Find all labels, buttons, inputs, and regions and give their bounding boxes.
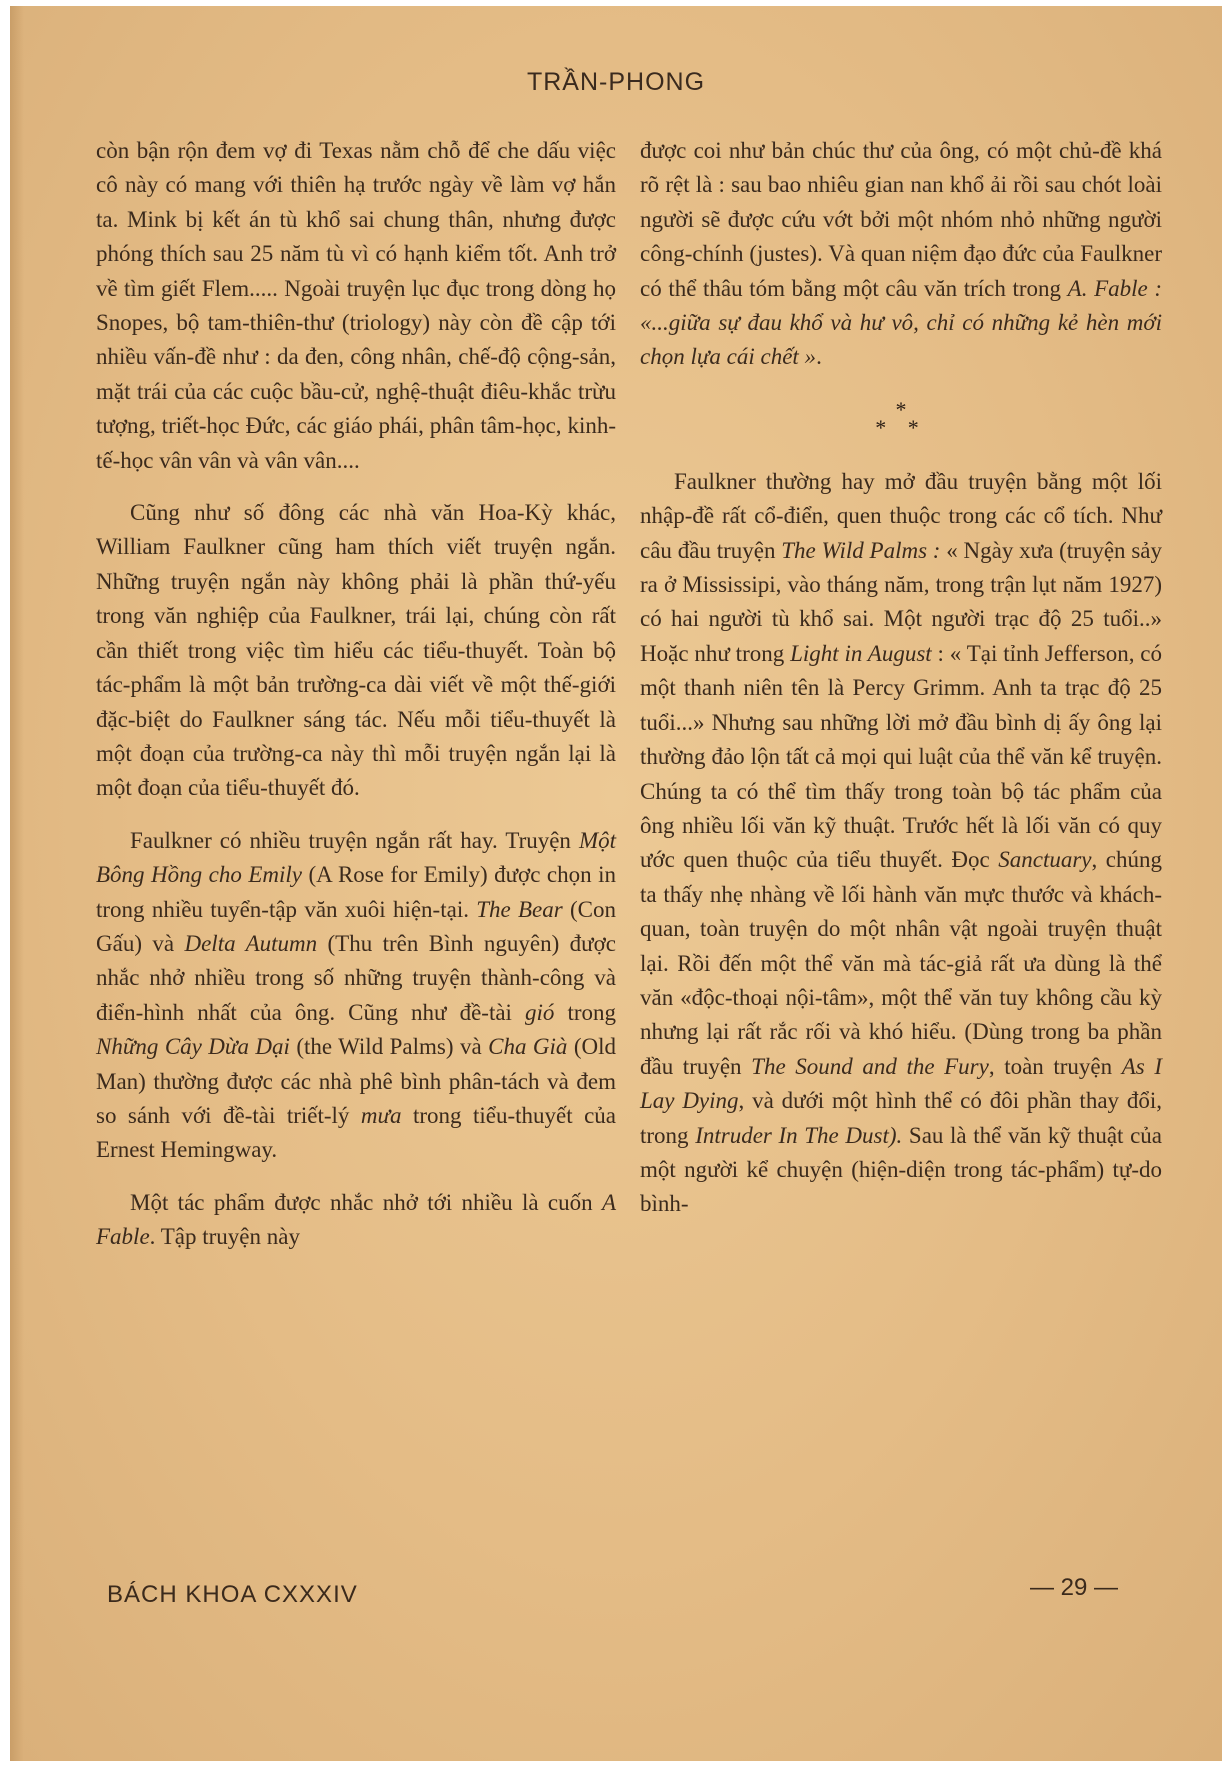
running-header: TRẦN-PHONG <box>526 68 706 96</box>
right-column <box>640 134 1162 1222</box>
asterism-bottom: * * <box>875 414 927 440</box>
title-the-bear: The Bear <box>476 896 563 922</box>
title-cha-gia: Cha Già <box>488 1034 568 1060</box>
title-a-fable-quote: A. Fable : <box>1067 275 1163 301</box>
left-paragraph-2: Cũng như số đông các nhà văn Hoa-Kỳ khác, William Faulkner cũng ham thích viết truyện ngắn. Những truyện ngắn này không phải là phần thứ-yếu trong văn nghiệp của Faulkner, trái lại, chúng còn rất cần thiết trong việc tìm hiểu các tiểu-thuyết. Toàn bộ tác-phẩm là một bản trường-ca dài viết về một thế-giới đặc-biệt do Faulkner sáng tác. Nếu mỗi tiểu-thuyết là một đoạn của trường-ca này thì mỗi truyện ngắn lại là một đoạn của tiểu-thuyết đó. <box>96 500 616 801</box>
title-the-sound-and-the-fury: The Sound and the Fury <box>751 1053 989 1079</box>
left-column <box>96 134 616 1255</box>
title-a-fable: A Fable <box>96 1189 616 1250</box>
left-paragraph-3: Faulkner có nhiều truyện ngắn rất hay. Truyện Một Bông Hồng cho Emily (A Rose for Emily) được chọn in trong nhiều tuyển-tập văn xuôi hiện-tại. The Bear (Con Gấu) và Delta Autumn (Thu trên Bình nguyên) được nhắc nhở nhiều trong số những truyện thành-công và điển-hình nhất của ông. Cũng như đề-tài gió trong Những Cây Dừa Dại (the Wild Palms) và Cha Già (Old Man) thường được các nhà phê bình phân-tách và đem so sánh với đề-tài triết-lý mưa trong tiểu-thuyết của Ernest Hemingway. <box>96 827 617 1163</box>
word-gio: gió <box>525 999 555 1025</box>
title-as-i-lay-dying: As I Lay Dying <box>640 1053 1162 1114</box>
section-break-asterism <box>640 396 1162 440</box>
right-paragraph-2: Faulkner thường hay mở đầu truyện bằng một lối nhập-đề rất cổ-điển, quen thuộc trong các cổ tích. Như câu đầu truyện The Wild Palms : « Ngày xưa (truyện sảy ra ở Mississipi, vào tháng năm, trong trận lụt năm 1927) có hai người tù khổ sai. Một người trạc độ 25 tuổi..» Hoặc như trong Light in August : « Tại tỉnh Jefferson, có một thanh niên tên là Percy Grimm. Anh ta trạc độ 25 tuổi...» Nhưng sau những lời mở đầu bình dị ấy ông lại thường đảo lộn tất cả mọi qui luật của thể văn kể truyện. Chúng ta có thể tìm thấy trong toàn bộ tác phẩm của ông nhiều lối văn kỹ thuật. Trước hết là lối văn có quy ước quen thuộc của tiểu thuyết. Đọc Sanctuary, chúng ta thấy nhẹ nhàng về lối hành văn mực thước và khách-quan, toàn truyện do một nhân vật ngoài truyện thuật lại. Rồi đến một thể văn mà tác-giả rất ưa dùng là thể văn «độc-thoại nội-tâm», một thể văn tuy không cầu kỳ nhưng lại rất rắc rối và khó hiểu. (Dùng trong ba phần đầu truyện The Sound and the Fury, toàn truyện As I Lay Dying, và dưới một hình thể có đôi phần thay đổi, trong Intruder In The Dust). Sau là thể văn kỹ thuật của một người kể chuyện (hiện-diện trong tác-phẩm) tự-do bình- <box>640 468 1162 1217</box>
title-light-in-august: Light in August <box>790 640 932 666</box>
word-mua: mưa <box>360 1102 402 1128</box>
title-sanctuary: Sanctuary <box>998 847 1092 873</box>
fable-quotation: «...giữa sự đau khổ và hư vô, chỉ có những kẻ hèn mới chọn lựa cái chết » <box>640 310 1162 370</box>
asterism-top: * <box>895 396 907 422</box>
title-nhung-cay-dua-dai: Những Cây Dừa Dại <box>96 1034 290 1060</box>
title-intruder-in-the-dust: Intruder In The Dust). <box>695 1122 903 1148</box>
left-paragraph-1: còn bận rộn đem vợ đi Texas nằm chỗ để che dấu việc cô này có mang với thiên hạ trước ngày về làm vợ hắn ta. Mink bị kết án tù khổ sai chung thân, nhưng được phóng thích sau 25 năm tù vì có hạnh kiểm tốt. Anh trở về tìm giết Flem..... Ngoài truyện lục đục trong dòng họ Snopes, bộ tam-thiên-thư (triology) này còn đề cập tới nhiều vấn-đề như : da đen, công nhân, chế-độ cộng-sản, mặt trái của các cuộc bầu-cử, nghệ-thuật điêu-khắc trừu tượng, triết-học Đức, các giáo phái, phân tâm-học, kinh-tế-học vân vân và vân vân.... <box>96 138 616 473</box>
title-mot-bong-hong-cho-emily: Một Bông Hồng cho Emily <box>96 827 616 888</box>
left-paragraph-4: Một tác phẩm được nhắc nhở tới nhiều là cuốn A Fable. Tập truyện này <box>96 1189 616 1250</box>
title-delta-autumn: Delta Autumn <box>184 930 318 956</box>
right-paragraph-1: được coi như bản chúc thư của ông, có một chủ-đề khá rõ rệt là : sau bao nhiêu gian nan khổ ải rồi sau chót loài người sẽ được cứu vớt bởi một nhóm nhỏ những người công-chính (justes). Và quan niệm đạo đức của Faulkner có thể thâu tóm bằng một câu văn trích trong A. Fable : «...giữa sự đau khổ và hư vô, chỉ có những kẻ hèn mới chọn lựa cái chết ». <box>640 138 1163 370</box>
footer-page-number: — 29 — <box>1030 1574 1119 1601</box>
footer-magazine-name: BÁCH KHOA CXXXIV <box>107 1581 358 1608</box>
title-the-wild-palms: The Wild Palms : <box>781 537 941 563</box>
magazine-page <box>10 6 1222 1761</box>
page-edge-shadow <box>10 6 24 1761</box>
